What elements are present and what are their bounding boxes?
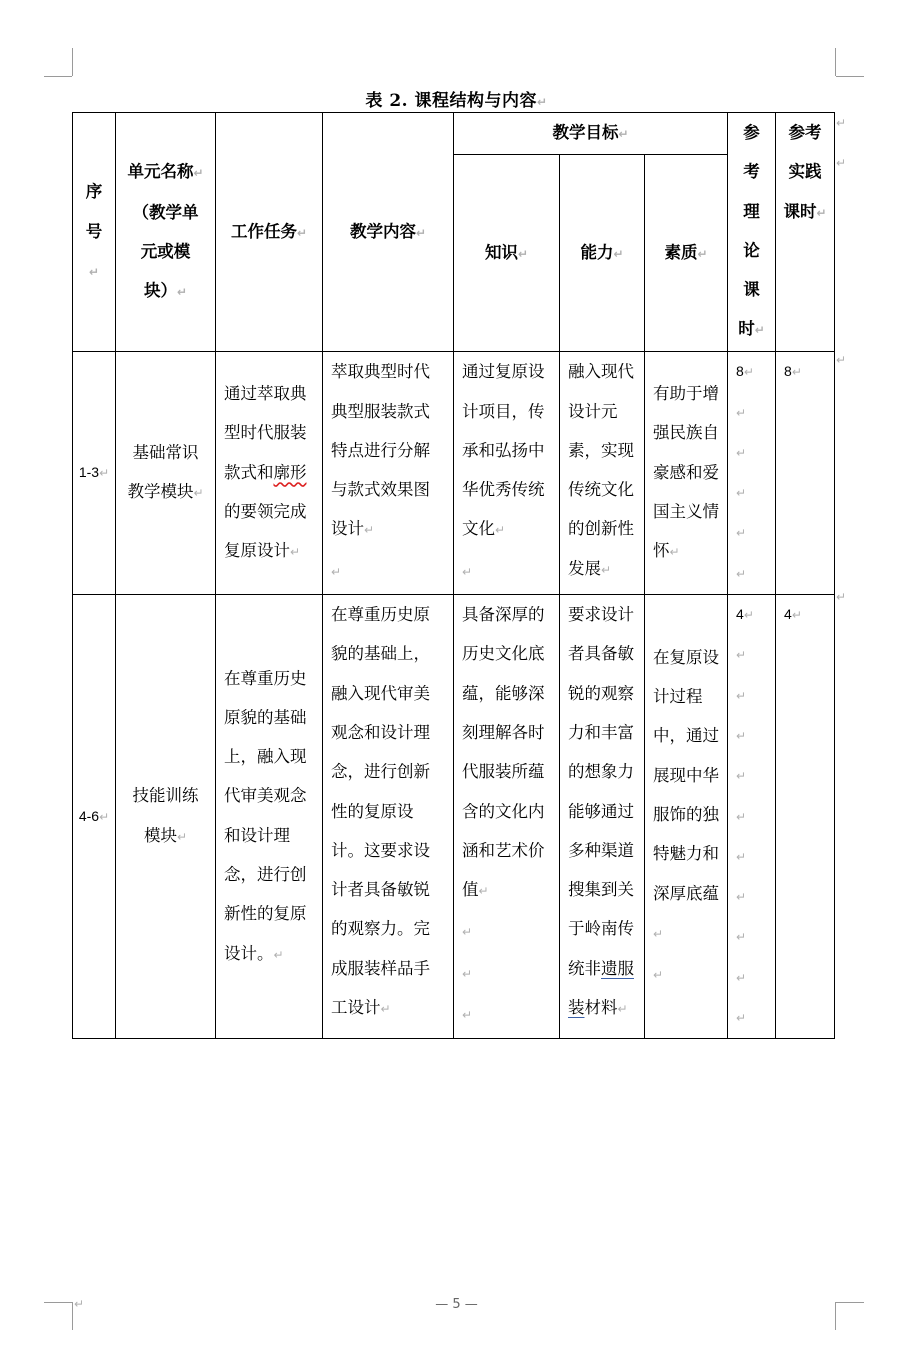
row-seq: 1-3↵ [73, 352, 116, 595]
header-knowledge: 知识↵ [454, 155, 560, 352]
header-unit: 单元名称↵ （教学单 元或模 块）↵ [116, 113, 216, 352]
row-theory-hours: 8↵ ↵ ↵ ↵ ↵ ↵ [728, 352, 776, 595]
row-quality: 在复原设计过程中，通过展现中华服饰的独特魅力和深厚底蕴 ↵ ↵ [645, 595, 728, 1039]
row-ability: 融入现代设计元素，实现传统文化的创新性发展↵ [560, 352, 645, 595]
header-practice-hours: 参考 实践 课时↵ [776, 113, 835, 352]
row-task: 在尊重历史原貌的基础上，融入现代审美观念和设计理念，进行创新性的复原设计。↵ [216, 595, 323, 1039]
crop-mark-top-left [72, 48, 73, 76]
row-practice-hours: 4↵ [776, 595, 835, 1039]
row-theory-hours: 4↵ ↵ ↵ ↵ ↵ ↵ ↵ ↵ ↵ ↵ ↵ [728, 595, 776, 1039]
row-unit: 技能训练 模块↵ [116, 595, 216, 1039]
row-unit: 基础常识 教学模块↵ [116, 352, 216, 595]
footer-return-mark: ↵ [74, 1297, 85, 1311]
table-row [73, 352, 835, 595]
row-content: 在尊重历史原貌的基础上，融入现代审美观念和设计理念，进行创新性的复原设计。这要求设计者具备敏锐的观察力。完成服装样品手工设计↵ [323, 595, 454, 1039]
header-ability: 能力↵ [560, 155, 645, 352]
row-knowledge: 具备深厚的历史文化底蕴，能够深刻理解各时代服装所蕴含的文化内涵和艺术价值↵ ↵ ↵ ↵ [454, 595, 560, 1039]
row-knowledge: 通过复原设计项目，传承和弘扬中华优秀传统文化↵ ↵ [454, 352, 560, 595]
header-task: 工作任务↵ [216, 113, 323, 352]
header-teaching-goal: 教学目标↵ [454, 113, 728, 155]
header-quality: 素质↵ [645, 155, 728, 352]
crop-mark-top-right [836, 76, 864, 77]
row-ability: 要求设计者具备敏锐的观察力和丰富的想象力能够通过多种渠道搜集到关于岭南传统非遗服装材料↵ [560, 595, 645, 1039]
header-theory-hours: 参 考 理 论 课 时↵ [728, 113, 776, 352]
crop-mark-top-right [835, 48, 836, 76]
row-end-mark: ↵ [836, 353, 847, 367]
table-row [73, 595, 835, 1039]
row-end-mark: ↵ [836, 156, 847, 170]
row-seq: 4-6↵ [73, 595, 116, 1039]
table-title: 表 2. 课程结构与内容↵ [365, 91, 548, 111]
header-content: 教学内容↵ [323, 113, 454, 352]
row-end-mark: ↵ [836, 590, 847, 604]
course-structure-table [72, 112, 835, 1039]
crop-mark-top-left [44, 76, 72, 77]
row-practice-hours: 8↵ [776, 352, 835, 595]
row-quality: 有助于增强民族自豪感和爱国主义情怀↵ [645, 352, 728, 595]
row-task: 通过萃取典型时代服装款式和廓形的要领完成复原设计↵ [216, 352, 323, 595]
row-end-mark: ↵ [836, 116, 847, 130]
header-seq: 序 号↵ [73, 113, 116, 352]
row-content: 萃取典型时代典型服装款式特点进行分解与款式效果图设计↵ ↵ [323, 352, 454, 595]
page-number: — 5 — [435, 1297, 478, 1312]
